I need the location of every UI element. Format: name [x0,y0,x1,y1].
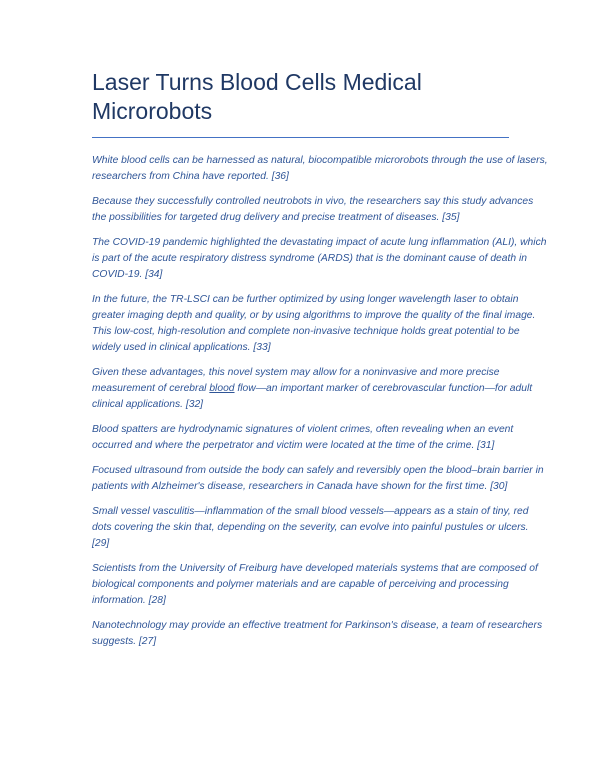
document-title: Laser Turns Blood Cells Medical Microrobots [92,69,422,124]
abstract-paragraph: White blood cells can be harnessed as natural, biocompatible microrobots through the use of lasers, researchers from China have reported. [36] [92,155,548,182]
blood-link[interactable]: blood [209,383,235,394]
abstract-paragraph: Small vessel vasculitis—inflammation of the small blood vessels—appears as a stain of tiny, red dots covering the skin that, depending on the severity, can evolve into painful pustules or ulcers. [29] [92,506,529,549]
abstract-paragraph: Blood spatters are hydrodynamic signatures of violent crimes, often revealing when an event occurred and where the perpetrator and victim were located at the time of the crime. [31] [92,424,514,451]
abstract-paragraph: Nanotechnology may provide an effective treatment for Parkinson's disease, a team of researchers suggests. [27] [92,620,543,647]
abstract-paragraph: Scientists from the University of Freiburg have developed materials systems that are composed of biological components and polymer materials and are capable of perceiving and processing information. [28] [92,563,538,606]
abstract-paragraph: In the future, the TR-LSCI can be further optimized by using longer wavelength laser to obtain greater imaging depth and quality, or by using algorithms to improve the quality of the final image. This low-cost, high-resolution and complete non-invasive technique holds great potential to be widely used in clinical applications. [33] [92,294,536,353]
abstract-paragraph [92,365,548,413]
abstract-paragraph: Because they successfully controlled neutrobots in vivo, the researchers say this study advances the possibilities for targeted drug delivery and precise treatment of diseases. [35] [92,196,534,223]
paragraph-text: flow—an important marker of cerebrovascular function—for adult clinical applications. [32] [92,383,533,410]
abstract-paragraph: Focused ultrasound from outside the body can safely and reversibly open the blood–brain barrier in patients with Alzheimer's disease, researchers in Canada have shown for the first time. [30] [92,465,544,492]
abstract-paragraph: The COVID-19 pandemic highlighted the devastating impact of acute lung inflammation (ALI), which is part of the acute respiratory distress syndrome (ARDS) that is the dominant cause of death in COVID-19. [34] [92,237,547,280]
abstract-list [92,153,548,659]
title-divider [92,137,509,138]
paragraph-text: Given these advantages, this novel system may allow for a noninvasive and more precise measurement of cerebral [92,367,500,394]
